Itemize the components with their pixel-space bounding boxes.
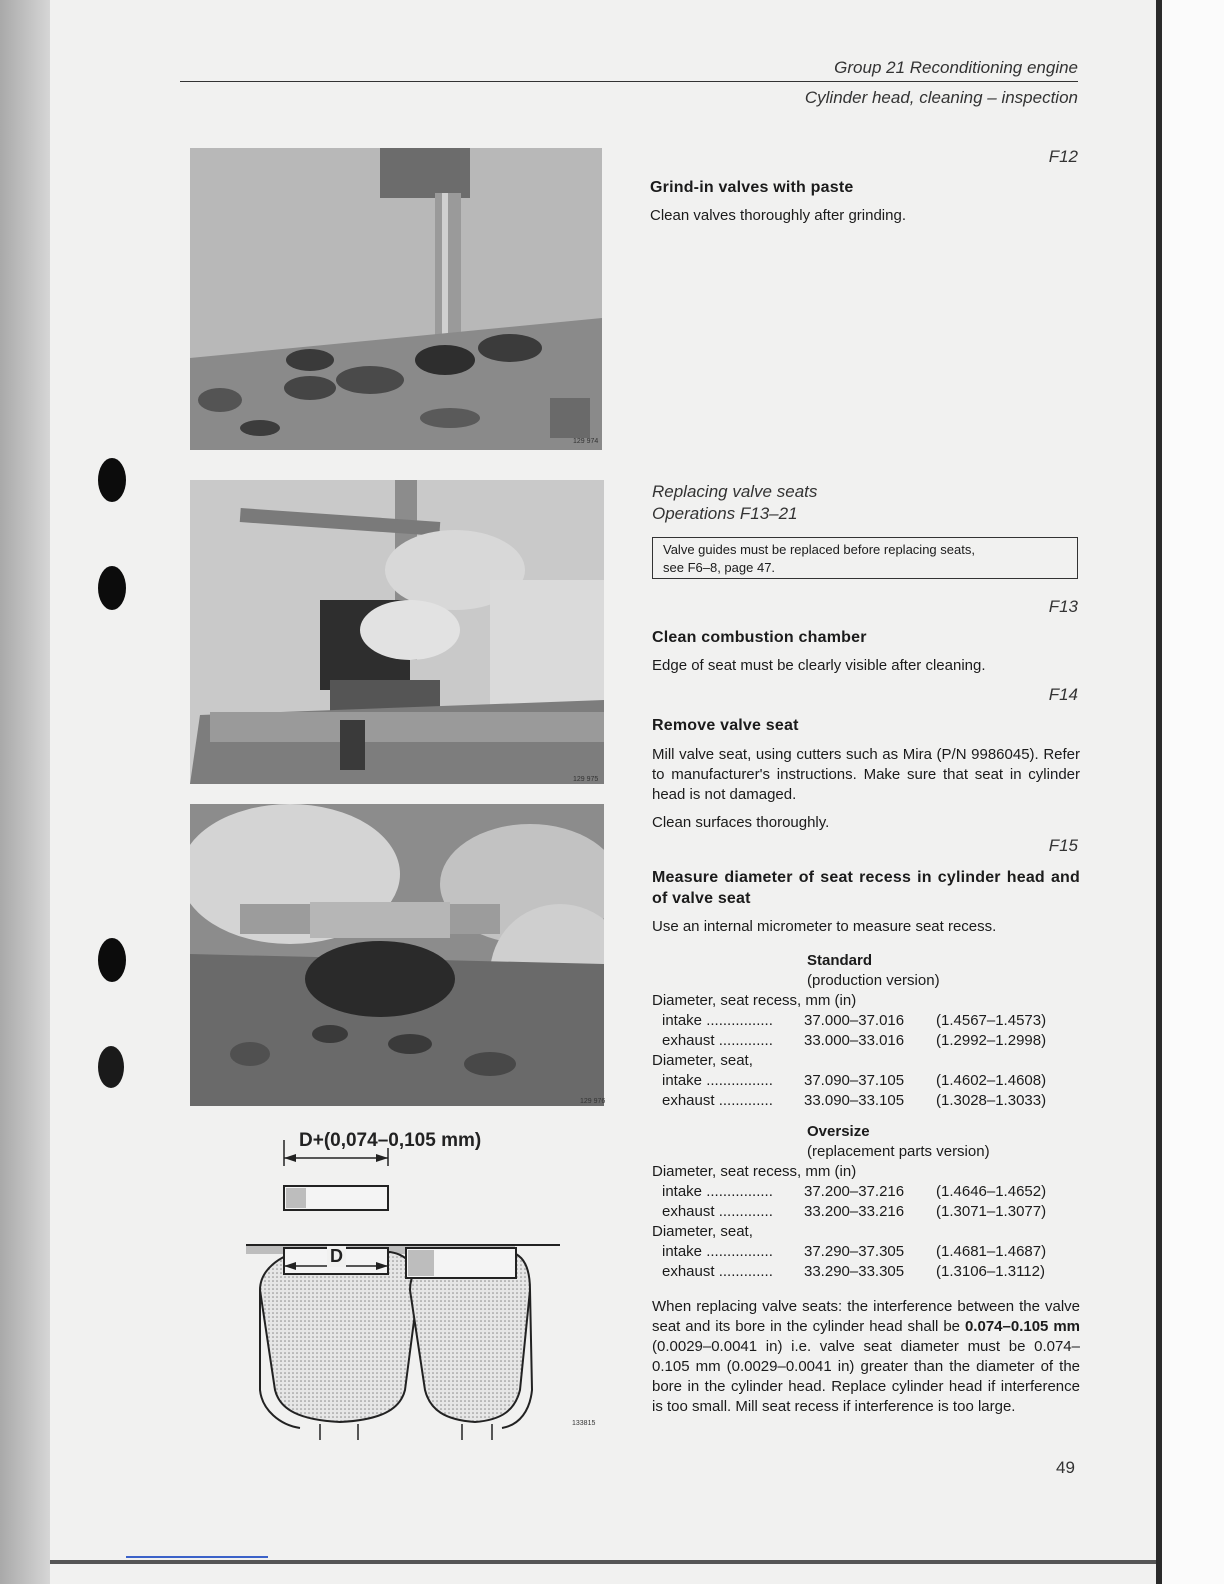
f13-text: Edge of seat must be clearly visible after cleaning.: [652, 657, 986, 674]
note-line: Valve guides must be replaced before replacing seats,: [663, 542, 975, 557]
spec-mm: 37.200–37.216: [804, 1183, 905, 1200]
spec-subtitle: (production version): [807, 972, 940, 989]
spec-in: (1.2992–1.2998): [936, 1032, 1047, 1049]
paragraph-text: When replacing valve seats: the interference between the valve seat and its bore in the cylinder head shall be: [652, 1298, 1080, 1335]
dimension-label: D+(0,074–0,105 mm): [299, 1130, 482, 1151]
figure-number: 133815: [572, 1420, 596, 1427]
page-margin-right: [1162, 0, 1224, 1584]
f14-title: Remove valve seat: [652, 717, 799, 734]
step-code-f12: F12: [1048, 147, 1078, 166]
spec-row: [652, 1071, 1080, 1091]
spec-row: [652, 1091, 1080, 1111]
spec-label: exhaust .............: [662, 1032, 773, 1049]
paragraph-bold: 0.074–0.105 mm: [964, 1318, 1081, 1335]
spec-in: (1.4681–1.4687): [936, 1243, 1047, 1260]
spec-mm: 33.290–33.305: [804, 1263, 905, 1280]
spec-group-label: Diameter, seat,: [652, 1223, 753, 1240]
paragraph-text: (0.0029–0.0041 in) i.e. valve seat diameter must be 0.074–0.105 mm (0.0029–0.0041 in) greater than the diameter of the bore in the cylinder head. Replace cylinder head if interference is too small. Mill seat recess if interference is too large.: [652, 1338, 1080, 1415]
f12-title: Grind-in valves with paste: [650, 179, 854, 196]
f12-text: Clean valves thoroughly after grinding.: [650, 207, 906, 224]
page-number: 49: [1056, 1458, 1075, 1477]
spec-oversize: [652, 1122, 1080, 1282]
spec-label: exhaust .............: [662, 1203, 773, 1220]
spec-in: (1.4646–1.4652): [936, 1183, 1047, 1200]
f15-title: Measure diameter of seat recess in cylinder head and of valve seat: [652, 869, 1080, 907]
spec-label: intake ................: [662, 1243, 773, 1260]
note-line: see F6–8, page 47.: [663, 560, 776, 575]
spec-row: [652, 1202, 1080, 1222]
header-group: Group 21 Reconditioning engine: [834, 58, 1078, 77]
spec-label: intake ................: [662, 1012, 773, 1029]
spec-in: (1.3028–1.3033): [936, 1092, 1047, 1109]
binder-hole: [98, 1046, 124, 1088]
note-box: [652, 537, 1078, 579]
spec-title: Standard: [807, 952, 873, 969]
spec-standard: [652, 951, 1080, 1111]
replacing-title: Replacing valve seats: [652, 482, 818, 501]
spec-in: (1.4602–1.4608): [936, 1072, 1047, 1089]
spec-row: [652, 1262, 1080, 1282]
spec-group-label: Diameter, seat recess, mm (in): [652, 992, 857, 1009]
step-code-f13: F13: [1048, 597, 1078, 616]
photo-micrometer: [190, 804, 604, 1106]
spec-mm: 33.090–33.105: [804, 1092, 905, 1109]
binder-hole: [98, 458, 126, 502]
spec-row: [652, 1011, 1080, 1031]
spec-in: (1.4567–1.4573): [936, 1012, 1047, 1029]
photo-grinding-valve: [190, 148, 602, 450]
binder-hole: [98, 938, 126, 982]
spec-title: Oversize: [807, 1123, 870, 1140]
figure-number: 129 975: [573, 776, 599, 783]
spec-label: intake ................: [662, 1183, 773, 1200]
header-rule: [180, 81, 1078, 82]
spec-mm: 33.000–33.016: [804, 1032, 905, 1049]
step-code-f14: F14: [1048, 685, 1078, 704]
figure-number: 129 974: [573, 438, 599, 445]
interference-paragraph: [652, 1297, 1080, 1417]
f14-text: Mill valve seat, using cutters such as Mira (P/N 9986045). Refer to manufacturer's instructions. Make sure that seat in cylinder head is not damaged.: [652, 746, 1080, 803]
spec-group-label: Diameter, seat,: [652, 1052, 753, 1069]
page-edge-right: [1156, 0, 1162, 1584]
spec-row: [652, 1242, 1080, 1262]
header-section: Cylinder head, cleaning – inspection: [804, 88, 1078, 107]
f13-title: Clean combustion chamber: [652, 629, 867, 646]
spec-row: [652, 1182, 1080, 1202]
figure-number: 129 976: [580, 1098, 606, 1105]
f14-text-2: Clean surfaces thoroughly.: [652, 814, 830, 831]
photo-milling-seat: [190, 480, 604, 784]
step-code-f15: F15: [1048, 836, 1078, 855]
spec-subtitle: (replacement parts version): [807, 1143, 990, 1160]
spec-mm: 37.090–37.105: [804, 1072, 905, 1089]
spec-label: intake ................: [662, 1072, 773, 1089]
spec-in: (1.3106–1.3112): [936, 1263, 1045, 1280]
binder-hole: [98, 566, 126, 610]
d-label: D: [327, 1246, 346, 1267]
spec-label: exhaust .............: [662, 1263, 773, 1280]
spec-group-label: Diameter, seat recess, mm (in): [652, 1163, 857, 1180]
spec-row: [652, 1031, 1080, 1051]
spec-mm: 37.290–37.305: [804, 1243, 905, 1260]
spec-mm: 37.000–37.016: [804, 1012, 905, 1029]
spec-in: (1.3071–1.3077): [936, 1203, 1047, 1220]
page-bottom-edge: [50, 1560, 1156, 1564]
spec-mm: 33.200–33.216: [804, 1203, 905, 1220]
valve-seat-diagram: [240, 1140, 580, 1440]
replacing-operations: Operations F13–21: [652, 504, 798, 523]
link-underline: [126, 1556, 268, 1558]
f15-text: Use an internal micrometer to measure seat recess.: [652, 918, 997, 935]
spec-label: exhaust .............: [662, 1092, 773, 1109]
page-shadow-left: [0, 0, 50, 1584]
